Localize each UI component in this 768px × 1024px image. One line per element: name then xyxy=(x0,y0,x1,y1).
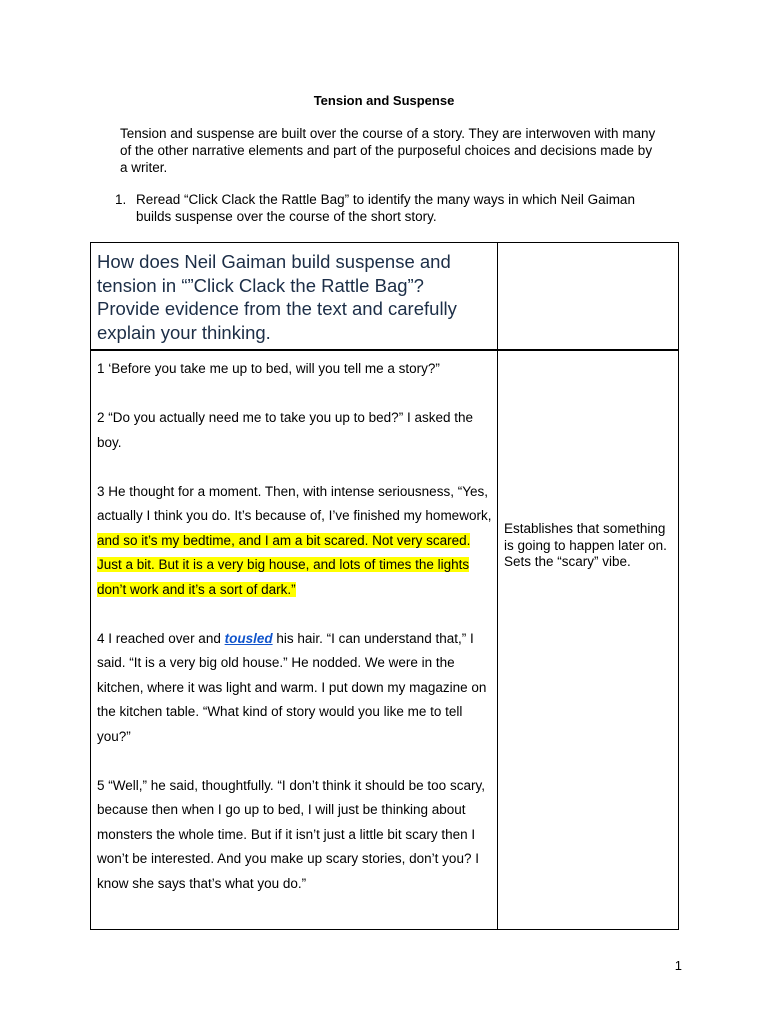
page-number: 1 xyxy=(674,958,682,973)
instruction-text: Reread “Click Clack the Rattle Bag” to identify the many ways in which Neil Gaiman builds suspense over the course of the short story. xyxy=(136,192,635,224)
paragraph-5: 5 “Well,” he said, thoughtfully. “I don’t think it should be too scary, because then when I go up to bed, I will just be thinking about monsters the whole time. But if it isn’t just a little bit scary then I won’t be interested. And you make up scary stories, don’t you? I know she says that’s what you do.” xyxy=(97,777,485,891)
instruction-item xyxy=(115,191,660,225)
highlighted-evidence: and so it’s my bedtime, and I am a bit scared. Not very scared. Just a bit. But it is a very big house, and lots of times the lights don’t work and it’s a sort of dark.” xyxy=(97,532,471,597)
paragraph-3-text: 3 He thought for a moment. Then, with intense seriousness, “Yes, actually I think you do. It’s because of, I’ve finished my homework, xyxy=(97,483,492,523)
story-excerpt-cell xyxy=(97,357,493,921)
analysis-response[interactable]: Establishes that something is going to happen later on. Sets the “scary” vibe. xyxy=(504,521,667,569)
document-title: Tension and Suspense xyxy=(313,93,455,108)
vocabulary-link[interactable]: tousled xyxy=(224,630,273,646)
instruction-number: 1. xyxy=(115,192,127,207)
paragraph-2: 2 “Do you actually need me to take you up to bed?” I asked the boy. xyxy=(97,410,473,450)
guiding-question: How does Neil Gaiman build suspense and tension in “”Click Clack the Rattle Bag”? Provide evidence from the text and carefully explain your thinking. xyxy=(97,251,457,343)
table-header-row xyxy=(91,243,678,351)
paragraph-4-text-end: his hair. “I can understand that,” I said. “It is a very big old house.” He nodded. We were in the kitchen, where it was light and warm. I put down my magazine on the kitchen table. “What kind of story would you like me to tell you?” xyxy=(97,630,487,744)
paragraph-4 xyxy=(97,627,493,750)
column-divider xyxy=(497,243,498,929)
paragraph-1: 1 ‘Before you take me up to bed, will you tell me a story?” xyxy=(97,361,440,376)
intro-paragraph: Tension and suspense are built over the course of a story. They are interwoven with many of the other narrative elements and part of the purposeful choices and decisions made by a writer. xyxy=(120,126,656,175)
paragraph-3 xyxy=(97,480,493,603)
evidence-table xyxy=(90,242,679,930)
paragraph-4-text-start: 4 I reached over and xyxy=(97,630,225,646)
